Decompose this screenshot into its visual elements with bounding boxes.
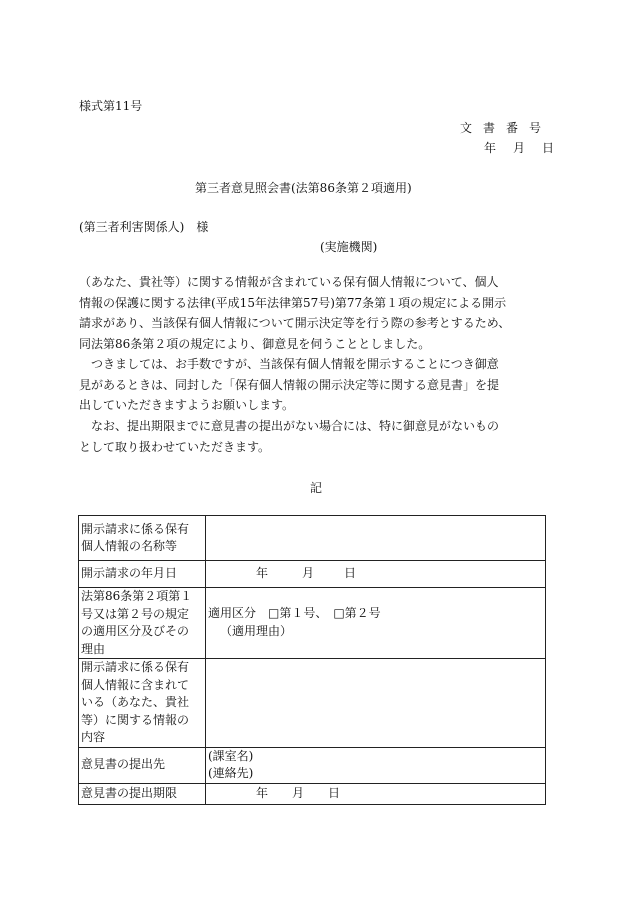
label-line: 個人情報の名称等 [81, 539, 178, 553]
body-line: 同法第86条第２項の規定により、御意見を伺うこととしました。 [79, 336, 431, 351]
label-line: 法第86条第２項第１ [81, 589, 193, 603]
table-row [79, 747, 546, 783]
label-line: 等）に関する情報の [81, 712, 190, 727]
date-label: 年月日 [484, 141, 572, 155]
table-row [79, 659, 546, 748]
body-paragraph-3 [79, 416, 557, 457]
submission-deadline-label [79, 783, 206, 804]
label-line: 理由 [81, 641, 106, 656]
ki-marker: 記 [310, 481, 323, 495]
month-label: 月 [292, 785, 305, 800]
body-line: なお、提出期限までに意見書の提出がない場合には、特に御意見がないもの [91, 419, 500, 433]
body-paragraph-2 [79, 354, 557, 416]
label-line: いる（あなた、貴社 [81, 695, 190, 709]
table-row [79, 588, 546, 659]
table-row [79, 561, 546, 588]
related-info-content-value[interactable] [206, 659, 546, 748]
applicable-category-value[interactable] [206, 588, 546, 659]
body-line: 見があるときは、同封した「保有個人情報の開示決定等に関する意見書」を提 [79, 377, 500, 392]
related-info-content-label [79, 659, 206, 748]
label-line: の適用区分及びその [81, 624, 190, 638]
month-label: 月 [302, 566, 315, 581]
body-line: （あなた、貴社等）に関する情報が含まれている保有個人情報について、個人 [79, 275, 499, 289]
inquiry-form-table [78, 515, 546, 805]
document-number-label: 文書番号 [460, 121, 553, 135]
submission-destination-value[interactable] [206, 747, 546, 783]
addressee: (第三者利害関係人) 様 [79, 220, 209, 234]
body-line: 請求があり、当該保有個人情報について開示決定等を行う際の参考とするため、 [79, 316, 511, 330]
body-line: 出していただきますようお願いします。 [79, 398, 295, 412]
label-line: 個人情報に含まれて [81, 677, 190, 692]
request-date-label [79, 561, 206, 588]
contact-label: (連絡先) [208, 766, 254, 780]
year-label: 年 [256, 566, 269, 581]
category-checkbox-line[interactable]: 適用区分 □第１号、 □第２号 [208, 606, 381, 620]
label-line: 号又は第２号の規定 [81, 606, 190, 621]
sender-agency: (実施機関) [320, 240, 378, 254]
day-label: 日 [328, 785, 341, 800]
submission-deadline-value[interactable] [206, 783, 546, 804]
section-name-label: (課室名) [208, 748, 254, 763]
label-text: 開示請求の年月日 [81, 566, 178, 581]
label-line: 開示請求に係る保有 [81, 660, 190, 674]
label-line: 開示請求に係る保有 [81, 521, 190, 536]
table-row [79, 516, 546, 561]
body-line: として取り扱わせていただきます。 [79, 439, 271, 454]
body-paragraph-1 [79, 272, 557, 354]
year-label: 年 [256, 785, 269, 800]
request-date-value[interactable] [206, 561, 546, 588]
reason-label: （適用理由） [220, 623, 293, 638]
request-info-name-value[interactable] [206, 516, 546, 561]
request-info-name-label [79, 516, 206, 561]
submission-destination-label [79, 747, 206, 783]
label-line: 内容 [81, 730, 106, 744]
body-line: 情報の保護に関する法律(平成15年法律第57号)第77条第１項の規定による開示 [79, 295, 507, 310]
label-text: 意見書の提出先 [81, 757, 166, 772]
document-title: 第三者意見照会書(法第86条第２項適用) [195, 181, 412, 195]
label-text: 意見書の提出期限 [81, 785, 178, 800]
day-label: 日 [344, 566, 357, 581]
form-number: 様式第11号 [79, 99, 143, 113]
table-row [79, 783, 546, 804]
body-line: つきましては、お手数ですが、当該保有個人情報を開示することにつき御意 [91, 357, 499, 371]
applicable-category-label [79, 588, 206, 659]
